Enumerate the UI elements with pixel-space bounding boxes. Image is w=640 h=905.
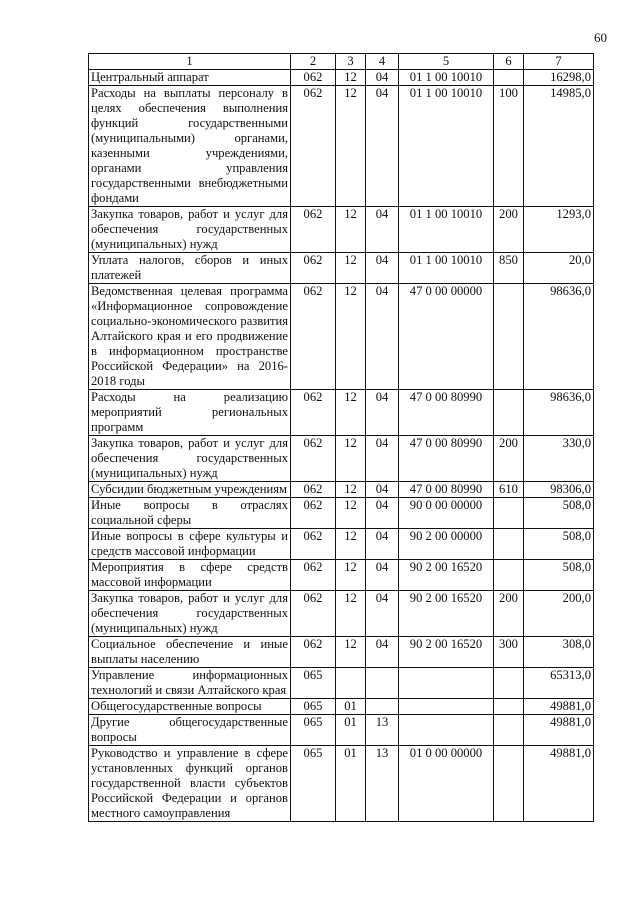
table-row: [89, 591, 594, 637]
table-row: [89, 436, 594, 482]
cell-subsection: 04: [366, 390, 399, 436]
table-row: [89, 253, 594, 284]
cell-target-article: 01 1 00 10010: [399, 207, 494, 253]
cell-section: 12: [336, 637, 366, 668]
cell-amount: 49881,0: [524, 715, 594, 746]
cell-name: Иные вопросы в отраслях социальной сферы: [89, 498, 291, 529]
cell-target-article: [399, 668, 494, 699]
cell-name: Общегосударственные вопросы: [89, 699, 291, 715]
cell-target-article: 90 2 00 16520: [399, 591, 494, 637]
cell-expense-type: 200: [494, 591, 524, 637]
cell-admin-code: 062: [291, 253, 336, 284]
cell-amount: 98636,0: [524, 390, 594, 436]
cell-subsection: 13: [366, 746, 399, 822]
table-row: [89, 529, 594, 560]
cell-admin-code: 065: [291, 746, 336, 822]
cell-admin-code: 062: [291, 637, 336, 668]
header-col-6: 6: [494, 54, 524, 70]
cell-target-article: 47 0 00 80990: [399, 390, 494, 436]
cell-amount: 98306,0: [524, 482, 594, 498]
cell-section: 01: [336, 746, 366, 822]
cell-expense-type: [494, 529, 524, 560]
cell-expense-type: 850: [494, 253, 524, 284]
cell-expense-type: [494, 70, 524, 86]
cell-expense-type: 200: [494, 436, 524, 482]
cell-admin-code: 062: [291, 70, 336, 86]
cell-amount: 508,0: [524, 498, 594, 529]
cell-subsection: 04: [366, 86, 399, 207]
cell-admin-code: 062: [291, 207, 336, 253]
header-col-3: 3: [336, 54, 366, 70]
cell-amount: 1293,0: [524, 207, 594, 253]
cell-admin-code: 062: [291, 284, 336, 390]
table-row: [89, 637, 594, 668]
cell-amount: 65313,0: [524, 668, 594, 699]
cell-subsection: 04: [366, 498, 399, 529]
header-col-1: 1: [89, 54, 291, 70]
cell-section: 12: [336, 482, 366, 498]
header-col-2: 2: [291, 54, 336, 70]
cell-amount: 49881,0: [524, 699, 594, 715]
cell-name: Социальное обеспечение и иные выплаты населению: [89, 637, 291, 668]
cell-name: Центральный аппарат: [89, 70, 291, 86]
cell-expense-type: [494, 668, 524, 699]
cell-target-article: [399, 715, 494, 746]
table-row: [89, 70, 594, 86]
cell-name: Расходы на реализацию мероприятий региональных программ: [89, 390, 291, 436]
cell-name: Другие общегосударственные вопросы: [89, 715, 291, 746]
table-row: [89, 560, 594, 591]
header-col-7: 7: [524, 54, 594, 70]
header-col-4: 4: [366, 54, 399, 70]
cell-subsection: [366, 668, 399, 699]
cell-subsection: 04: [366, 482, 399, 498]
cell-admin-code: 062: [291, 436, 336, 482]
table-row: [89, 668, 594, 699]
table-body: [89, 70, 594, 822]
table-row: [89, 207, 594, 253]
cell-section: 12: [336, 436, 366, 482]
cell-subsection: 13: [366, 715, 399, 746]
cell-section: 12: [336, 86, 366, 207]
cell-subsection: 04: [366, 253, 399, 284]
cell-amount: 49881,0: [524, 746, 594, 822]
table-header-row: [89, 54, 594, 70]
cell-name: Ведомственная целевая программа «Информационное сопровождение социально-экономического развития Алтайского края и его продвижение в информационном пространстве Российской Федерации» на 2016-2018 годы: [89, 284, 291, 390]
cell-section: 12: [336, 253, 366, 284]
cell-name: Уплата налогов, сборов и иных платежей: [89, 253, 291, 284]
cell-amount: 508,0: [524, 560, 594, 591]
budget-table: [88, 53, 594, 822]
cell-target-article: 47 0 00 00000: [399, 284, 494, 390]
table-row: [89, 498, 594, 529]
table-row: [89, 715, 594, 746]
cell-target-article: 90 2 00 00000: [399, 529, 494, 560]
cell-subsection: 04: [366, 284, 399, 390]
cell-amount: 308,0: [524, 637, 594, 668]
cell-admin-code: 062: [291, 498, 336, 529]
cell-amount: 14985,0: [524, 86, 594, 207]
cell-expense-type: [494, 746, 524, 822]
cell-expense-type: [494, 284, 524, 390]
cell-amount: 20,0: [524, 253, 594, 284]
cell-admin-code: 065: [291, 715, 336, 746]
table-row: [89, 284, 594, 390]
cell-expense-type: 610: [494, 482, 524, 498]
cell-section: 12: [336, 390, 366, 436]
cell-admin-code: 062: [291, 560, 336, 591]
cell-amount: 98636,0: [524, 284, 594, 390]
cell-section: 12: [336, 560, 366, 591]
table-row: [89, 746, 594, 822]
cell-name: Закупка товаров, работ и услуг для обеспечения государственных (муниципальных) нужд: [89, 207, 291, 253]
cell-name: Управление информационных технологий и связи Алтайского края: [89, 668, 291, 699]
cell-admin-code: 062: [291, 482, 336, 498]
cell-amount: 330,0: [524, 436, 594, 482]
cell-expense-type: [494, 699, 524, 715]
cell-section: 01: [336, 715, 366, 746]
cell-admin-code: 062: [291, 390, 336, 436]
header-col-5: 5: [399, 54, 494, 70]
cell-expense-type: 200: [494, 207, 524, 253]
cell-expense-type: 100: [494, 86, 524, 207]
cell-section: 12: [336, 207, 366, 253]
cell-target-article: 01 1 00 10010: [399, 86, 494, 207]
cell-subsection: 04: [366, 560, 399, 591]
cell-expense-type: 300: [494, 637, 524, 668]
cell-target-article: 01 1 00 10010: [399, 70, 494, 86]
cell-expense-type: [494, 560, 524, 591]
cell-section: 12: [336, 529, 366, 560]
cell-admin-code: 062: [291, 86, 336, 207]
table-row: [89, 699, 594, 715]
cell-section: [336, 668, 366, 699]
table-row: [89, 482, 594, 498]
cell-amount: 508,0: [524, 529, 594, 560]
cell-name: Закупка товаров, работ и услуг для обеспечения государственных (муниципальных) нужд: [89, 591, 291, 637]
cell-expense-type: [494, 715, 524, 746]
cell-name: Субсидии бюджетным учреждениям: [89, 482, 291, 498]
cell-subsection: 04: [366, 637, 399, 668]
cell-section: 12: [336, 498, 366, 529]
cell-subsection: 04: [366, 436, 399, 482]
cell-name: Иные вопросы в сфере культуры и средств массовой информации: [89, 529, 291, 560]
cell-subsection: 04: [366, 207, 399, 253]
cell-name: Закупка товаров, работ и услуг для обеспечения государственных (муниципальных) нужд: [89, 436, 291, 482]
cell-name: Руководство и управление в сфере установленных функций органов государственной власти субъектов Российской Федерации и органов местного самоуправления: [89, 746, 291, 822]
cell-admin-code: 062: [291, 529, 336, 560]
cell-target-article: 47 0 00 80990: [399, 436, 494, 482]
cell-admin-code: 062: [291, 591, 336, 637]
table-row: [89, 86, 594, 207]
cell-expense-type: [494, 498, 524, 529]
cell-target-article: 47 0 00 80990: [399, 482, 494, 498]
cell-subsection: 04: [366, 70, 399, 86]
cell-name: Мероприятия в сфере средств массовой информации: [89, 560, 291, 591]
cell-amount: 16298,0: [524, 70, 594, 86]
cell-target-article: [399, 699, 494, 715]
cell-target-article: 90 2 00 16520: [399, 637, 494, 668]
cell-section: 01: [336, 699, 366, 715]
cell-target-article: 90 2 00 16520: [399, 560, 494, 591]
cell-section: 12: [336, 284, 366, 390]
cell-name: Расходы на выплаты персоналу в целях обеспечения выполнения функций государственными (муниципальными) органами, казенными учреждениями, органами управления государственными внебюджетными фондами: [89, 86, 291, 207]
cell-target-article: 01 1 00 10010: [399, 253, 494, 284]
cell-target-article: 90 0 00 00000: [399, 498, 494, 529]
page-number: 60: [594, 30, 607, 45]
cell-target-article: 01 0 00 00000: [399, 746, 494, 822]
cell-section: 12: [336, 70, 366, 86]
cell-subsection: 04: [366, 529, 399, 560]
table-row: [89, 390, 594, 436]
cell-section: 12: [336, 591, 366, 637]
cell-subsection: [366, 699, 399, 715]
cell-expense-type: [494, 390, 524, 436]
cell-admin-code: 065: [291, 668, 336, 699]
cell-amount: 200,0: [524, 591, 594, 637]
cell-admin-code: 065: [291, 699, 336, 715]
cell-subsection: 04: [366, 591, 399, 637]
